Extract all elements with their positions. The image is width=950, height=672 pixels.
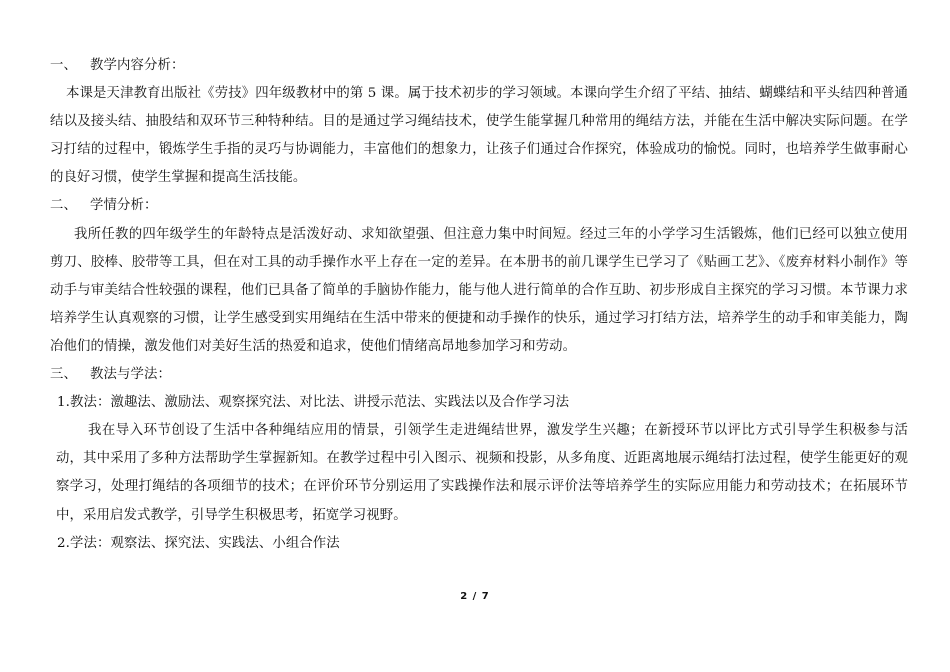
section-title: 学情分析： xyxy=(90,198,158,214)
section-heading-methods xyxy=(50,361,908,389)
learning-methods-item: 2.学法：观察法、探究法、实践法、小组合作法 xyxy=(57,535,340,551)
section-paragraph-student-analysis: 我所任教的四年级学生的年龄特点是活泼好动、求知欲望强、但注意力集中时间短。经过三年的小学学习生活锻炼，他们已经可以独立使用剪刀、胶棒、胶带等工具，但在对工具的动手操作水平上存在一定的差异。在本册书的前几课学生已学习了《贴画工艺》、《废弃材料小制作》等动手与审美结合性较强的课程，他们已具备了简单的手脑协作能力，能与他人进行简单的合作互助、初步形成自主探究的学习习惯。本节课力求培养学生认真观察的习惯，让学生感受到实用绳结在生活中带来的便捷和动手操作的快乐，通过学习打结方法，培养学生的动手和审美能力，陶冶他们的情操，激发他们对美好生活的热爱和追求，使他们情绪高昂地参加学习和劳动。 xyxy=(50,226,908,354)
teaching-methods-paragraph: 我在导入环节创设了生活中各种绳结应用的情景，引领学生走进绳结世界，激发学生兴趣；在新授环节以评比方式引导学生积极参与活动，其中采用了多种方法帮助学生掌握新知。在教学过程中引入图示、视频和投影，从多角度、近距离地展示绳结打法过程，使学生能更好的观察学习，处理打绳结的各项细节的技术；在评价环节分别运用了实践操作法和展示评价法等培养学生的实际应用能力和劳动技术；在拓展环节中，采用启发式教学，引导学生积极思考，拓宽学习视野。 xyxy=(56,423,908,523)
section-number: 三、 xyxy=(50,367,77,383)
section-heading-student-analysis xyxy=(50,192,908,220)
teaching-methods-item: 1.教法：激趣法、激励法、观察探究法、对比法、讲授示范法、实践法以及合作学习法 xyxy=(57,395,570,411)
section-title: 教法与学法： xyxy=(90,367,171,383)
section-paragraph-teaching-content: 本课是天津教育出版社《劳技》四年级教材中的第 5 课。属于技术初步的学习领域。本课向学生介绍了平结、抽结、蝴蝶结和平头结四种普通结以及接头结、抽股结和双环节三种特种结。目的是通过学习绳结技术，使学生能掌握几种常用的绳结方法，并能在生活中解决实际问题。在学习打结的过程中，锻炼学生手指的灵巧与协调能力，丰富他们的想象力，让孩子们通过合作探究，体验成功的愉悦。同时，也培养学生做事耐心的良好习惯，使学生掌握和提高生活技能。 xyxy=(50,86,908,186)
section-number: 二、 xyxy=(50,198,77,214)
section-heading-teaching-content xyxy=(50,52,908,80)
section-title: 教学内容分析： xyxy=(90,58,185,73)
page-number: 2 / 7 xyxy=(460,591,490,602)
document-body xyxy=(50,52,908,558)
section-number: 一、 xyxy=(50,58,77,73)
